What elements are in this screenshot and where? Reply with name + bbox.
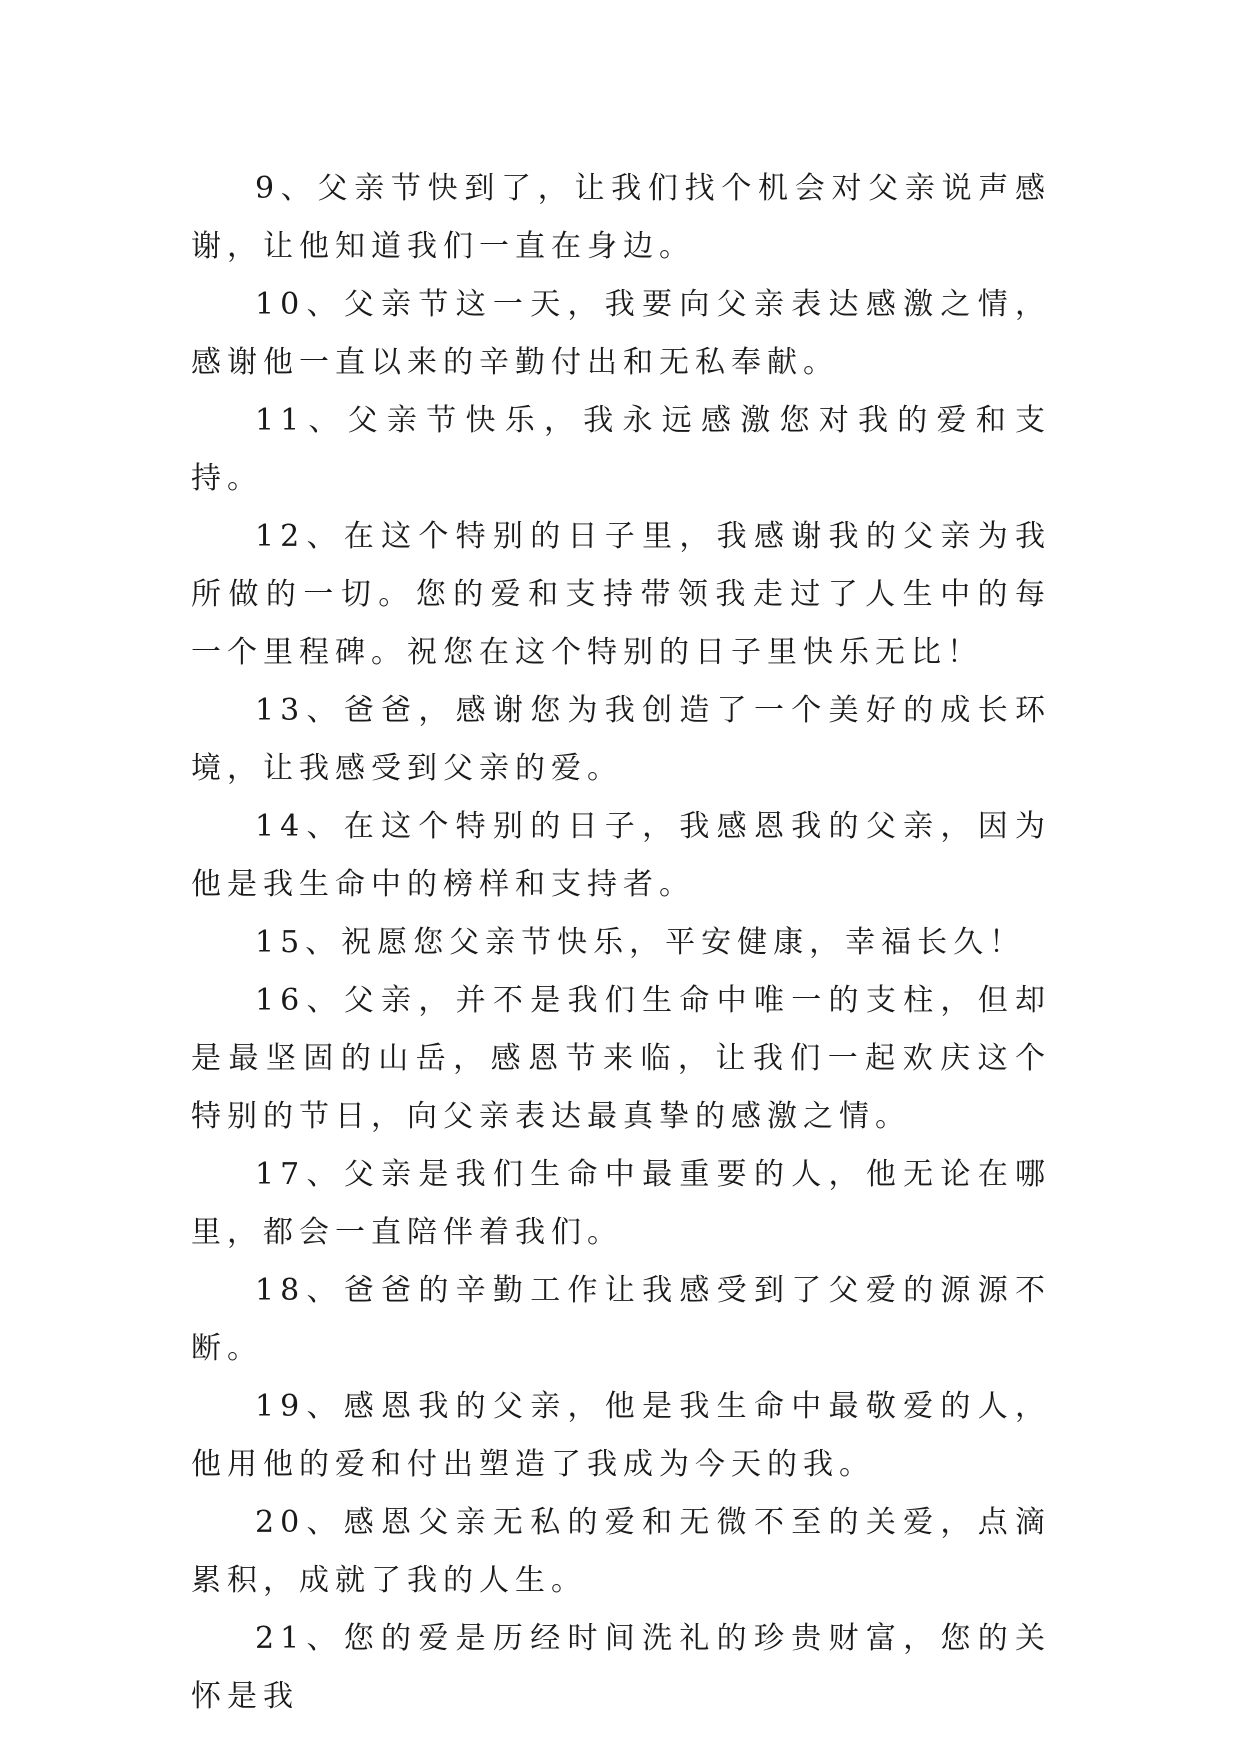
paragraph-19: 19、感恩我的父亲，他是我生命中最敬爱的人，他用他的爱和付出塑造了我成为今天的我。 (191, 1389, 1051, 1482)
paragraph-11: 11、父亲节快乐，我永远感激您对我的爱和支持。 (191, 403, 1051, 496)
paragraph-12: 12、在这个特别的日子里，我感谢我的父亲为我所做的一切。您的爱和支持带领我走过了人生中的每一个里程碑。祝您在这个特别的日子里快乐无比！ (191, 519, 1051, 670)
paragraph-9: 9、父亲节快到了，让我们找个机会对父亲说声感谢，让他知道我们一直在身边。 (191, 171, 1051, 264)
paragraph-18: 18、爸爸的辛勤工作让我感受到了父爱的源源不断。 (191, 1273, 1051, 1366)
paragraph-21: 21、您的爱是历经时间洗礼的珍贵财富，您的关怀是我 (191, 1621, 1051, 1714)
document-body (191, 160, 1051, 1726)
paragraph-13: 13、爸爸，感谢您为我创造了一个美好的成长环境，让我感受到父亲的爱。 (191, 693, 1051, 786)
paragraph-20: 20、感恩父亲无私的爱和无微不至的关爱，点滴累积，成就了我的人生。 (191, 1505, 1051, 1598)
paragraph-15: 15、祝愿您父亲节快乐，平安健康，幸福长久！ (255, 925, 1026, 960)
paragraph-10: 10、父亲节这一天，我要向父亲表达感激之情，感谢他一直以来的辛勤付出和无私奉献。 (191, 287, 1051, 380)
paragraph-17: 17、父亲是我们生命中最重要的人，他无论在哪里，都会一直陪伴着我们。 (191, 1157, 1051, 1250)
paragraph-16: 16、父亲，并不是我们生命中唯一的支柱，但却是最坚固的山岳，感恩节来临，让我们一起欢庆这个特别的节日，向父亲表达最真挚的感激之情。 (191, 983, 1051, 1134)
paragraph-14: 14、在这个特别的日子，我感恩我的父亲，因为他是我生命中的榜样和支持者。 (191, 809, 1051, 902)
